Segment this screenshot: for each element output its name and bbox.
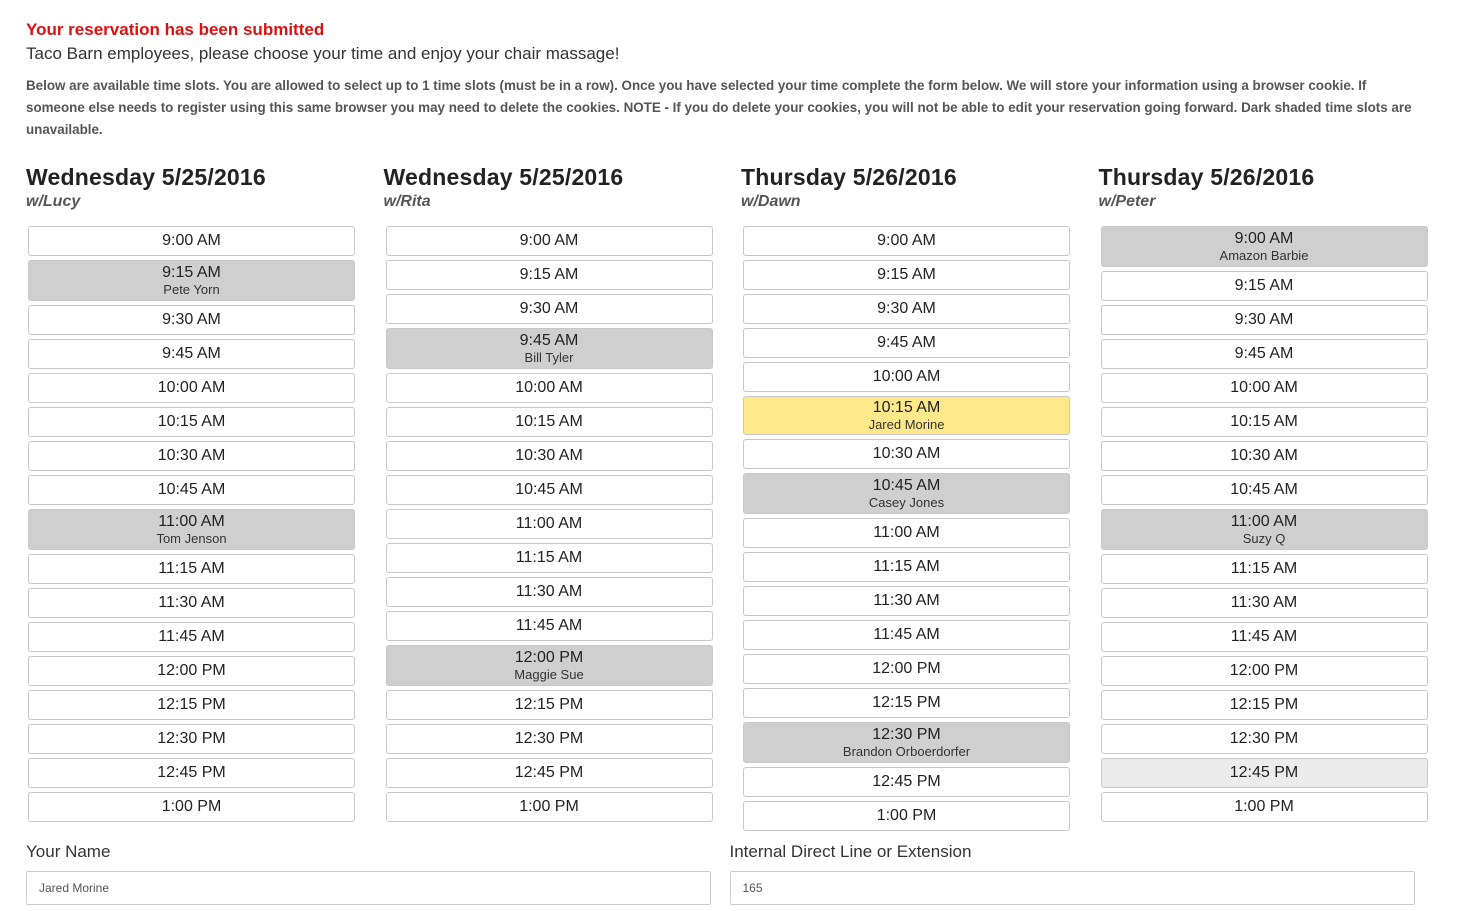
slot-booked-name: Bill Tyler	[524, 350, 574, 365]
time-slot-button[interactable]	[1101, 554, 1428, 584]
success-alert: Your reservation has been submitted	[26, 20, 325, 39]
slot-time: 10:45 AM	[872, 477, 941, 494]
slot-time: 11:45 AM	[515, 617, 583, 634]
slot-time: 10:00 AM	[157, 379, 226, 396]
column-therapist: w/Peter	[1098, 193, 1156, 210]
slot-list	[26, 226, 356, 822]
time-slot-button	[386, 645, 713, 686]
time-slot-button[interactable]	[743, 688, 1070, 718]
phone-input[interactable]	[730, 871, 1415, 905]
slot-time: 10:00 AM	[515, 379, 583, 396]
slot-time: 9:45 AM	[162, 345, 221, 362]
slot-time: 10:00 AM	[872, 368, 941, 385]
slot-list	[384, 226, 714, 822]
slot-time: 11:00 AM	[873, 524, 940, 541]
slot-time: 11:45 AM	[1230, 628, 1298, 645]
slot-time: 9:00 AM	[1234, 230, 1294, 247]
time-slot-button[interactable]	[28, 724, 355, 754]
time-slot-button[interactable]	[28, 407, 355, 437]
schedule-columns	[26, 158, 1433, 835]
slot-time: 9:30 AM	[162, 311, 221, 328]
slot-time: 11:15 AM	[873, 558, 940, 575]
time-slot-button[interactable]	[28, 305, 355, 335]
slot-time: 11:00 AM	[515, 515, 583, 532]
time-slot-button[interactable]	[1101, 690, 1428, 720]
slot-time: 12:30 PM	[514, 730, 584, 747]
slot-time: 10:30 AM	[1230, 447, 1298, 464]
slot-time: 9:45 AM	[519, 332, 579, 349]
slot-time: 10:15 AM	[1230, 413, 1298, 430]
instructions-text: Below are available time slots. You are allowed to select up to 1 time slots (must be in a row). Once you have selected your time complete the form below. We will store your information using a browser cookie. If someone else needs to register using this same browser you may need to delete the cookies. NOTE - If you do delete your cookies, you will not be able to edit your reservation going forward. Dark shaded time slots are unavailable.	[26, 78, 1412, 137]
time-slot-button[interactable]	[1101, 588, 1428, 618]
schedule-column	[1099, 158, 1431, 835]
phone-label: Internal Direct Line or Extension	[729, 842, 972, 861]
slot-time: 12:00 PM	[872, 660, 941, 677]
slot-time: 9:30 AM	[1234, 311, 1294, 328]
schedule-column	[741, 158, 1099, 835]
time-slot-button	[1101, 226, 1428, 267]
slot-time: 9:45 AM	[877, 334, 936, 351]
time-slot-button[interactable]	[28, 656, 355, 686]
time-slot-button[interactable]	[1101, 475, 1428, 505]
column-therapist: w/Rita	[383, 193, 431, 210]
slot-time: 9:30 AM	[519, 300, 579, 317]
column-therapist: w/Dawn	[741, 193, 801, 210]
slot-time: 12:15 PM	[1229, 696, 1299, 713]
slot-time: 12:00 PM	[157, 662, 226, 679]
time-slot-button[interactable]	[743, 294, 1070, 324]
slot-time: 12:45 PM	[1229, 764, 1299, 781]
slot-time: 12:30 PM	[872, 726, 941, 743]
slot-time: 9:15 AM	[162, 264, 221, 281]
registration-form	[26, 841, 1433, 905]
slot-time: 1:00 PM	[876, 807, 937, 824]
column-day: Wednesday 5/25/2016	[26, 164, 266, 190]
time-slot-button	[386, 328, 713, 369]
slot-time: 9:00 AM	[519, 232, 579, 249]
slot-time: 10:45 AM	[1230, 481, 1298, 498]
slot-time: 10:15 AM	[872, 399, 941, 416]
slot-time: 9:00 AM	[162, 232, 221, 249]
column-day: Wednesday 5/25/2016	[383, 164, 624, 190]
slot-time: 12:45 PM	[157, 764, 226, 781]
time-slot-button[interactable]	[28, 475, 355, 505]
slot-time: 10:00 AM	[1230, 379, 1298, 396]
time-slot-button[interactable]	[1101, 339, 1428, 369]
time-slot-button[interactable]	[28, 441, 355, 471]
page-subtitle: Taco Barn employees, please choose your time and enjoy your chair massage!	[26, 44, 620, 63]
time-slot-button[interactable]	[743, 620, 1070, 650]
slot-time: 11:30 AM	[873, 592, 940, 609]
time-slot-button[interactable]	[386, 758, 713, 788]
time-slot-button[interactable]	[743, 260, 1070, 290]
time-slot-button[interactable]	[1101, 305, 1428, 335]
slot-time: 10:30 AM	[157, 447, 226, 464]
slot-time: 1:00 PM	[1234, 798, 1294, 815]
slot-time: 10:45 AM	[157, 481, 226, 498]
name-field-group	[26, 841, 730, 905]
slot-time: 12:45 PM	[872, 773, 941, 790]
time-slot-button[interactable]	[386, 373, 713, 403]
time-slot-button[interactable]	[386, 611, 713, 641]
slot-time: 10:15 AM	[157, 413, 226, 430]
schedule-column	[384, 158, 742, 835]
time-slot-button[interactable]	[28, 339, 355, 369]
slot-booked-name: Brandon Orboerdorfer	[842, 744, 971, 759]
name-label: Your Name	[26, 842, 111, 861]
time-slot-button[interactable]	[743, 439, 1070, 469]
slot-time: 10:15 AM	[515, 413, 583, 430]
time-slot-button[interactable]	[386, 577, 713, 607]
time-slot-button[interactable]	[1101, 441, 1428, 471]
slot-time: 1:00 PM	[519, 798, 579, 815]
time-slot-button[interactable]	[28, 792, 355, 822]
time-slot-button[interactable]	[386, 226, 713, 256]
time-slot-button	[743, 722, 1070, 763]
time-slot-button[interactable]	[743, 328, 1070, 358]
slot-time: 12:45 PM	[514, 764, 584, 781]
time-slot-button[interactable]	[743, 654, 1070, 684]
time-slot-button[interactable]	[1101, 407, 1428, 437]
time-slot-button[interactable]	[1101, 724, 1428, 754]
slot-time: 12:15 PM	[157, 696, 226, 713]
column-day: Thursday 5/26/2016	[1098, 164, 1315, 190]
time-slot-button[interactable]	[743, 586, 1070, 616]
slot-time: 11:00 AM	[1230, 513, 1298, 530]
slot-list	[741, 226, 1071, 831]
slot-booked-name: Tom Jenson	[156, 531, 227, 546]
slot-time: 9:15 AM	[519, 266, 579, 283]
slot-time: 12:30 PM	[157, 730, 226, 747]
slot-time: 11:45 AM	[873, 626, 940, 643]
slot-time: 11:15 AM	[158, 560, 225, 577]
slot-booked-name: Suzy Q	[1242, 531, 1286, 546]
slot-time: 11:15 AM	[515, 549, 583, 566]
time-slot-button[interactable]	[28, 690, 355, 720]
time-slot-button[interactable]	[386, 792, 713, 822]
time-slot-button	[1101, 509, 1428, 550]
slot-time: 10:30 AM	[872, 445, 941, 462]
phone-field-group	[730, 841, 1434, 905]
time-slot-button[interactable]	[1101, 271, 1428, 301]
slot-time: 12:00 PM	[1229, 662, 1299, 679]
column-day: Thursday 5/26/2016	[741, 164, 957, 190]
time-slot-button[interactable]	[386, 407, 713, 437]
time-slot-button[interactable]	[28, 226, 355, 256]
slot-time: 11:30 AM	[1230, 594, 1298, 611]
time-slot-button[interactable]	[1101, 758, 1428, 788]
slot-booked-name: Casey Jones	[868, 495, 945, 510]
time-slot-button[interactable]	[743, 362, 1070, 392]
slot-time: 9:30 AM	[877, 300, 936, 317]
time-slot-button[interactable]	[743, 518, 1070, 548]
time-slot-button	[28, 260, 355, 301]
time-slot-button[interactable]	[386, 690, 713, 720]
time-slot-button[interactable]	[386, 724, 713, 754]
time-slot-button	[28, 509, 355, 550]
slot-time: 12:15 PM	[514, 696, 584, 713]
time-slot-button[interactable]	[386, 294, 713, 324]
slot-time: 11:30 AM	[515, 583, 583, 600]
slot-time: 11:45 AM	[158, 628, 225, 645]
slot-time: 9:15 AM	[877, 266, 936, 283]
time-slot-button[interactable]	[1101, 373, 1428, 403]
column-therapist: w/Lucy	[26, 193, 81, 210]
time-slot-button[interactable]	[1101, 622, 1428, 652]
time-slot-button[interactable]	[28, 622, 355, 652]
time-slot-button[interactable]	[743, 767, 1070, 797]
slot-time: 9:00 AM	[877, 232, 936, 249]
slot-time: 10:30 AM	[515, 447, 583, 464]
time-slot-button[interactable]	[386, 260, 713, 290]
time-slot-button[interactable]	[743, 552, 1070, 582]
slot-time: 11:15 AM	[1230, 560, 1298, 577]
schedule-column	[26, 158, 384, 835]
slot-list	[1099, 226, 1431, 822]
slot-time: 9:45 AM	[1234, 345, 1294, 362]
time-slot-button[interactable]	[1101, 792, 1428, 822]
time-slot-button	[743, 473, 1070, 514]
time-slot-button[interactable]	[743, 226, 1070, 256]
slot-booked-name: Maggie Sue	[514, 667, 584, 682]
time-slot-button[interactable]	[386, 509, 713, 539]
slot-time: 10:45 AM	[515, 481, 583, 498]
time-slot-button[interactable]	[386, 543, 713, 573]
time-slot-button[interactable]	[1101, 656, 1428, 686]
slot-time: 11:00 AM	[158, 513, 225, 530]
name-input[interactable]	[26, 871, 711, 905]
slot-time: 12:30 PM	[1229, 730, 1299, 747]
time-slot-button[interactable]	[28, 554, 355, 584]
slot-time: 1:00 PM	[161, 798, 222, 815]
slot-time: 12:15 PM	[872, 694, 941, 711]
time-slot-button[interactable]	[743, 801, 1070, 831]
time-slot-button[interactable]	[743, 396, 1070, 435]
slot-booked-name: Pete Yorn	[163, 282, 220, 297]
slot-booked-name: Amazon Barbie	[1219, 248, 1309, 263]
slot-time: 12:00 PM	[514, 649, 584, 666]
time-slot-button[interactable]	[386, 441, 713, 471]
slot-time: 9:15 AM	[1234, 277, 1294, 294]
slot-booked-name: Jared Morine	[868, 417, 945, 432]
time-slot-button[interactable]	[28, 588, 355, 618]
time-slot-button[interactable]	[386, 475, 713, 505]
slot-time: 11:30 AM	[158, 594, 225, 611]
time-slot-button[interactable]	[28, 758, 355, 788]
time-slot-button[interactable]	[28, 373, 355, 403]
